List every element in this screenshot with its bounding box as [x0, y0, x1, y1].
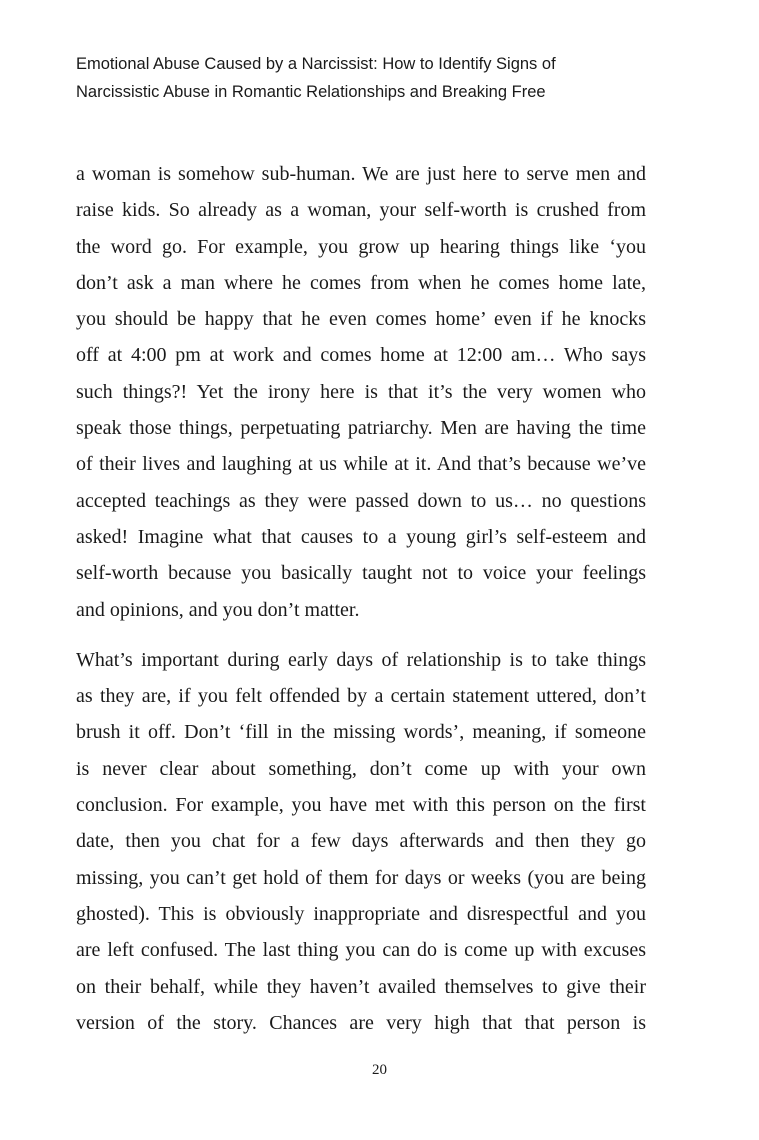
- text-line: date, then you chat for a few days afterwards and then they go: [76, 830, 646, 853]
- text-line: are left confused. The last thing you can do is come up with excuses: [76, 939, 646, 962]
- text-line: as they are, if you felt offended by a certain statement uttered, don’t: [76, 685, 646, 708]
- text-line: the word go. For example, you grow up hearing things like ‘you: [76, 235, 646, 258]
- text-line: speak those things, perpetuating patriarchy. Men are having the time: [76, 417, 646, 440]
- page-number: 20: [372, 1062, 387, 1078]
- text-line: ghosted). This is obviously inappropriate and disrespectful and you: [76, 902, 646, 925]
- header-title-line-1: Emotional Abuse Caused by a Narcissist: How to Identify Signs of: [76, 55, 556, 73]
- text-line: you should be happy that he even comes home’ even if he knocks: [76, 308, 646, 331]
- text-line: conclusion. For example, you have met with this person on the first: [76, 794, 646, 817]
- text-line: on their behalf, while they haven’t availed themselves to give their: [76, 975, 646, 998]
- text-line: a woman is somehow sub-human. We are just here to serve men and: [76, 163, 646, 185]
- text-line: of their lives and laughing at us while at it. And that’s because we’ve: [76, 453, 646, 476]
- text-line: raise kids. So already as a woman, your self-worth is crushed from: [76, 199, 646, 222]
- paragraph-2: [76, 642, 646, 1041]
- text-line: don’t ask a man where he comes from when he comes home late,: [76, 271, 646, 294]
- text-line: is never clear about something, don’t come up with your own: [76, 757, 646, 780]
- text-line: accepted teachings as they were passed down to us… no questions: [76, 489, 646, 512]
- text-line: self-worth because you basically taught not to voice your feelings: [76, 562, 646, 585]
- body-text: [76, 156, 646, 1041]
- text-line: What’s important during early days of relationship is to take things: [76, 648, 646, 671]
- header-title-line-2: Narcissistic Abuse in Romantic Relationships and Breaking Free: [76, 83, 546, 101]
- text-line: off at 4:00 pm at work and comes home at 12:00 am… Who says: [76, 344, 646, 367]
- text-line: version of the story. Chances are very high that that person is: [76, 1011, 646, 1034]
- text-line: and opinions, and you don’t matter.: [76, 598, 360, 621]
- text-line: brush it off. Don’t ‘fill in the missing words’, meaning, if someone: [76, 721, 646, 744]
- text-line: asked! Imagine what that causes to a young girl’s self-esteem and: [76, 525, 646, 548]
- text-line: such things?! Yet the irony here is that it’s the very women who: [76, 380, 646, 403]
- text-line: missing, you can’t get hold of them for days or weeks (you are being: [76, 866, 646, 889]
- paragraph-1: [76, 156, 646, 628]
- running-header: [76, 50, 676, 106]
